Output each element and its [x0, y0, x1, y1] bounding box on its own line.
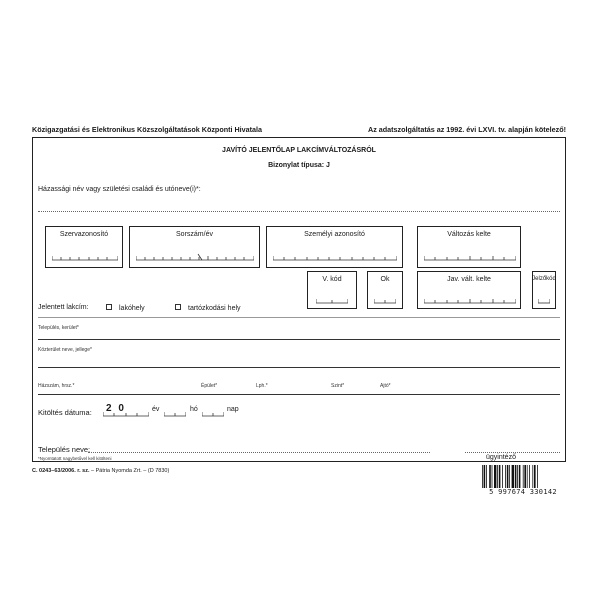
form-code-line	[32, 468, 169, 474]
stay-checkbox[interactable]	[175, 304, 181, 310]
street-label: Közterület neve, jellege*	[38, 347, 92, 353]
jelzokod-digit-ticks	[538, 296, 550, 304]
clerk-signature-line[interactable]	[465, 452, 560, 453]
settlement-district-label: Település, kerület*	[38, 325, 79, 331]
reported-address-label: Jelentett lakcím:	[38, 304, 89, 311]
house-number-label: Házszám, hrsz.*	[38, 383, 75, 389]
fill-date-label: Kitöltés dátuma:	[38, 408, 92, 417]
form-code: C. 0243–63/2006. r. sz.	[32, 468, 90, 474]
floor-label: Szint*	[331, 383, 345, 389]
valtozas-kelte-label: Változás kelte	[447, 231, 491, 238]
year-suffix: év	[152, 406, 160, 413]
building-label: Épület*	[201, 383, 218, 389]
day-suffix: nap	[227, 406, 239, 413]
document-type: Bizonylat típusa: J	[268, 162, 330, 169]
form-title: JAVÍTÓ JELENTŐLAP LAKCÍMVÁLTOZÁSRÓL	[222, 147, 376, 154]
vkod-label: V. kód	[322, 276, 342, 283]
stay-label: tartózkodási hely	[188, 305, 241, 312]
name-input-line[interactable]	[38, 211, 560, 212]
jav-valt-kelte-label: Jav. vált. kelte	[447, 276, 491, 283]
szervazonosito-box[interactable]	[45, 226, 123, 268]
ok-box[interactable]	[367, 271, 403, 309]
jelzokod-box[interactable]	[532, 271, 556, 309]
sorszam-box[interactable]	[129, 226, 260, 268]
settlement-name-line[interactable]	[88, 452, 430, 453]
vkod-digit-ticks	[316, 296, 348, 304]
szervazonosito-label: Szervazonosító	[59, 231, 109, 238]
fill-date-year-prefix: 2 0	[106, 403, 126, 414]
valtozas-kelte-box[interactable]	[417, 226, 521, 268]
clerk-label: ügyintéző	[486, 454, 516, 461]
footnote: *Nyomtatott nagybetűvel kell kitölteni	[38, 456, 112, 461]
separator-line	[38, 317, 560, 318]
vkod-box[interactable]	[307, 271, 357, 309]
szemelyi-azonosito-box[interactable]	[266, 226, 403, 268]
sorszam-digit-ticks	[136, 253, 254, 261]
jav-valt-kelte-box[interactable]	[417, 271, 521, 309]
door-label: Ajtó*	[380, 383, 391, 389]
valtozas-digit-ticks	[424, 253, 516, 261]
staircase-label: Lph.*	[256, 383, 268, 389]
szervazonosito-digit-ticks	[52, 253, 118, 261]
szemelyi-azonosito-label: Személyi azonosító	[304, 231, 365, 238]
name-label: Házassági név vagy születési családi és utóneve(i)*:	[38, 186, 201, 193]
ok-digit-ticks	[374, 296, 396, 304]
fill-date-month-ticks[interactable]	[164, 408, 186, 417]
residence-checkbox[interactable]	[106, 304, 112, 310]
house-number-line[interactable]	[38, 394, 560, 395]
ok-label: Ok	[380, 276, 390, 283]
sorszam-label: Sorszám/év	[176, 231, 213, 238]
settlement-name-label: Település neve:	[38, 445, 91, 454]
fill-date-year-ticks[interactable]	[103, 408, 149, 417]
street-line[interactable]	[38, 367, 560, 368]
residence-label: lakóhely	[119, 305, 145, 312]
jav-valt-digit-ticks	[424, 296, 516, 304]
printer-info: – Pátria Nyomda Zrt. – (D 7830)	[91, 468, 170, 474]
obligation-note: Az adatszolgáltatás az 1992. évi LXVI. tv. alapján kötelező!	[368, 125, 566, 134]
szemelyi-digit-ticks	[273, 253, 397, 261]
authority-name: Közigazgatási és Elektronikus Közszolgáltatások Központi Hivatala	[32, 125, 263, 134]
settlement-district-line[interactable]	[38, 339, 560, 340]
fill-date-day-ticks[interactable]	[202, 408, 224, 417]
jelzokod-label: Jelzőkód	[532, 276, 556, 282]
month-suffix: hó	[190, 406, 198, 413]
barcode-digits: 5 997674 330142	[480, 488, 566, 496]
